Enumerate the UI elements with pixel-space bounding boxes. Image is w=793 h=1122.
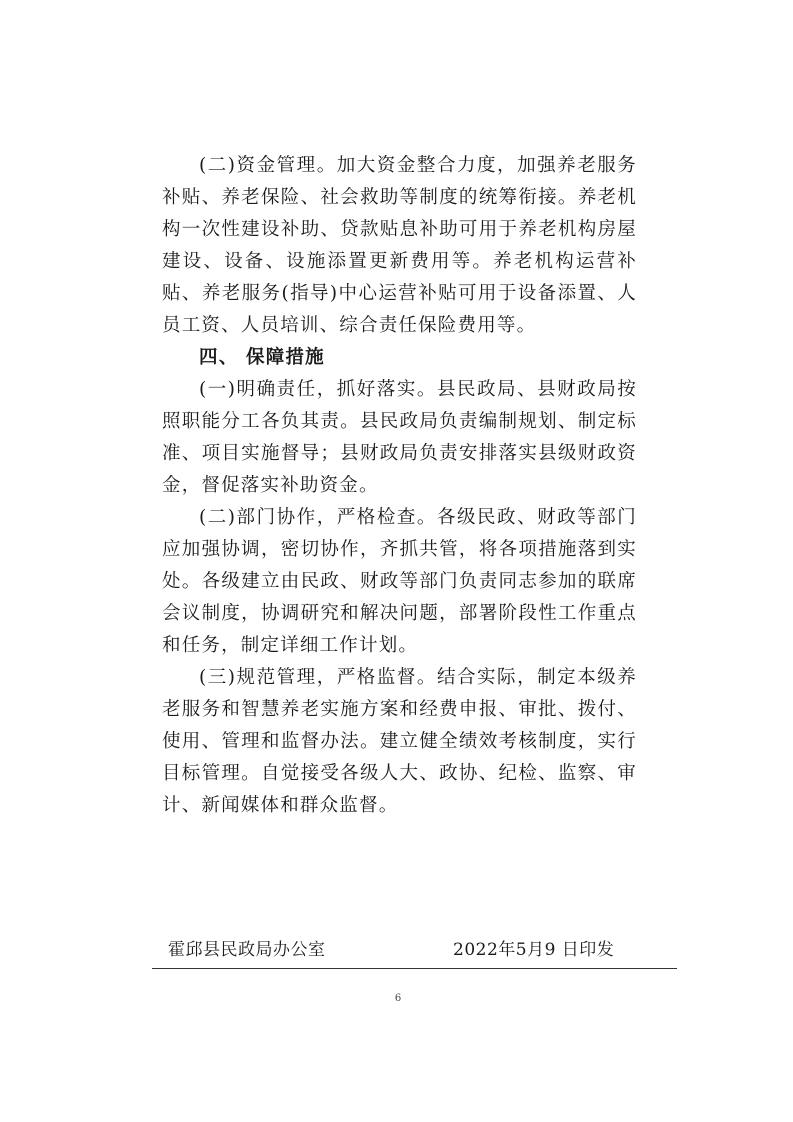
footer-rule xyxy=(152,968,677,969)
issue-date: 2022年5月9 日印发 xyxy=(453,940,615,960)
paragraph-department-cooperation: (二)部门协作，严格检查。各级民政、财政等部门应加强协调，密切协作，齐抓共管，将各项措施落到实处。各级建立由民政、财政等部门负责同志参加的联席会议制度，协调研究和解决问题，部署阶段性工作重点和任务，制定详细工作计划。 xyxy=(162,507,637,656)
paragraph-standardized-supervision: (三)规范管理，严格监督。结合实际，制定本级养老服务和智慧养老实施方案和经费申报、审批、拨付、使用、管理和监督办法。建立健全绩效考核制度，实行目标管理。自觉接受各级人大、政协、纪检、监察、审计、新闻媒体和群众监督。 xyxy=(162,667,637,816)
issuing-office: 霍邱县民政局办公室 xyxy=(168,940,326,960)
paragraph-funds-management: (二)资金管理。加大资金整合力度，加强养老服务补贴、养老保险、社会救助等制度的统筹衔接。养老机构一次性建设补助、贷款贴息补助可用于养老机构房屋建设、设备、设施添置更新费用等。养老机构运营补贴、养老服务(指导)中心运营补贴可用于设备添置、人员工资、人员培训、综合责任保险费用等。 xyxy=(162,155,637,336)
document-body xyxy=(162,150,637,822)
section-heading-safeguards: 四、 保障措施 xyxy=(199,347,325,368)
paragraph-clarify-responsibility: (一)明确责任，抓好落实。县民政局、县财政局按照职能分工各负其责。县民政局负责编制规划、制定标准、项目实施督导；县财政局负责安排落实县级财政资金，督促落实补助资金。 xyxy=(162,379,637,496)
page-number: 6 xyxy=(394,993,402,1004)
